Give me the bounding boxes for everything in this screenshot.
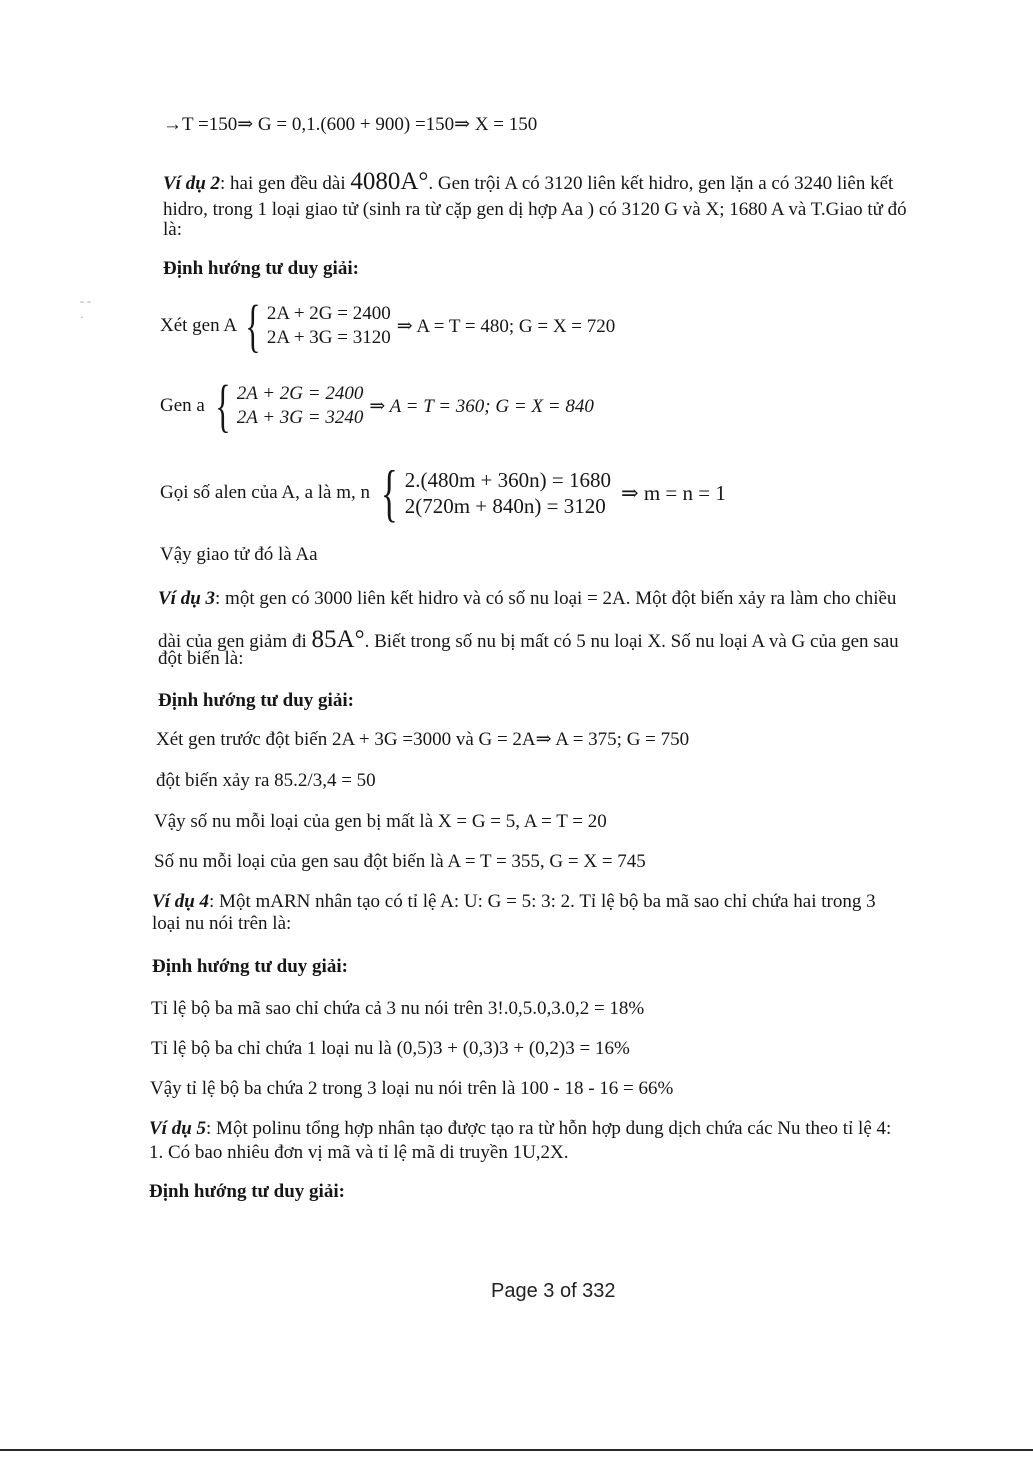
scan-border-line	[0, 1449, 1033, 1451]
text: . Gen trội A có 3120 liên kết hidro, gen lặn a có 3240 liên kết	[428, 173, 894, 194]
equation-system-alleles	[160, 458, 726, 528]
example-5-line-2: 1. Có bao nhiêu đơn vị mã và tỉ lệ mã di truyền 1U,2X.	[149, 1142, 569, 1163]
equation: 2A + 2G = 2400	[236, 383, 364, 405]
text: : Một mARN nhân tạo có tỉ lệ A: U: G = 5: 3: 2. Tỉ lệ bộ ba mã sao chỉ chứa hai trong 3	[209, 891, 876, 912]
solution-3-line-1: Xét gen trước đột biến 2A + 3G =3000 và G = 2A⇒ A = 375; G = 750	[156, 729, 690, 750]
example-2-line-1	[163, 168, 893, 197]
solution-3-line-2: đột biến xảy ra 85.2/3,4 = 50	[156, 770, 376, 791]
solution-heading: Định hướng tư duy giải:	[158, 690, 354, 711]
example-3-line-1	[158, 588, 896, 610]
system-result: ⇒ A = T = 360; G = X = 840	[369, 395, 594, 417]
system-prefix: Gen a	[160, 395, 205, 416]
equation: 2A + 3G = 3240	[236, 407, 364, 428]
example-label: Ví dụ 2	[163, 173, 221, 194]
solution-3-line-3: Vậy số nu mỗi loại của gen bị mất là X = G = 5, A = T = 20	[154, 811, 607, 832]
solution-4-line-2: Tỉ lệ bộ ba chỉ chứa 1 loại nu là (0,5)3 + (0,3)3 + (0,2)3 = 16%	[151, 1038, 630, 1059]
solution-heading: Định hướng tư duy giải:	[149, 1181, 345, 1202]
brace-icon: {	[215, 373, 231, 438]
example-3-line-2	[158, 626, 899, 655]
scan-mark: - -	[80, 294, 91, 308]
system-equations	[267, 302, 391, 350]
equation: 2A + 2G = 2400	[266, 303, 391, 325]
brace-icon: {	[245, 293, 261, 358]
conclusion-example-2: Vậy giao tử đó là Aa	[160, 544, 318, 565]
system-prefix: Gọi số alen của A, a là m, n	[160, 482, 371, 503]
text: . Biết trong số nu bị mất có 5 nu loại X. Số nu loại A và G của gen sau	[364, 631, 899, 652]
system-prefix: Xét gen A	[160, 315, 238, 336]
equation: 2A + 3G = 3120	[266, 327, 391, 348]
equation: 2(720m + 840n) = 3120	[404, 494, 606, 518]
example-4-line-1	[152, 891, 876, 913]
length-value: 85A°	[311, 626, 365, 653]
system-result: ⇒ m = n = 1	[621, 480, 726, 505]
scan-mark: ·	[80, 310, 84, 324]
example-2-line-2: hidro, trong 1 loại giao tử (sinh ra từ cặp gen dị hợp Aa ) có 3120 G và X; 1680 A và T.Giao tử đó	[163, 199, 907, 220]
length-value: 4080A°	[350, 168, 429, 195]
solution-heading: Định hướng tư duy giải:	[152, 956, 348, 977]
example-2-line-3: là:	[163, 219, 182, 240]
equation-system-gene-a	[160, 373, 594, 438]
example-3-line-3: đột biến là:	[158, 648, 244, 669]
example-5-line-1	[149, 1118, 891, 1140]
text: dài của gen giảm đi	[158, 631, 312, 652]
brace-icon: {	[380, 457, 398, 528]
text: : một gen có 3000 liên kết hidro và có số nu loại = 2A. Một đột biến xảy ra làm cho chiều	[215, 588, 897, 609]
system-result: ⇒ A = T = 480; G = X = 720	[396, 315, 616, 337]
system-equations	[237, 382, 364, 430]
example-label: Ví dụ 3	[158, 588, 216, 609]
example-label: Ví dụ 4	[152, 891, 210, 912]
system-equations	[405, 467, 611, 520]
solution-4-line-1: Tỉ lệ bộ ba mã sao chỉ chứa cả 3 nu nói trên 3!.0,5.0,3.0,2 = 18%	[151, 998, 645, 1019]
solution-4-line-3: Vậy tỉ lệ bộ ba chứa 2 trong 3 loại nu nói trên là 100 - 18 - 16 = 66%	[150, 1078, 674, 1099]
solution-3-line-4: Số nu mỗi loại của gen sau đột biến là A = T = 355, G = X = 745	[154, 851, 646, 872]
page-number: Page 3 of 332	[491, 1280, 616, 1302]
equation: 2.(480m + 360n) = 1680	[404, 467, 611, 492]
equation-system-gene-A	[160, 293, 616, 358]
text: : hai gen đều dài	[220, 173, 351, 194]
solution-heading: Định hướng tư duy giải:	[163, 258, 359, 279]
text: : Một polinu tổng hợp nhân tạo được tạo ra từ hỗn hợp dung dịch chứa các Nu theo tỉ lệ 4:	[206, 1118, 892, 1139]
line-calc-t-g-x: →T =150⇒ G = 0,1.(600 + 900) =150⇒ X = 150	[163, 114, 538, 135]
example-label: Ví dụ 5	[149, 1118, 207, 1139]
example-4-line-2: loại nu nói trên là:	[152, 913, 292, 934]
